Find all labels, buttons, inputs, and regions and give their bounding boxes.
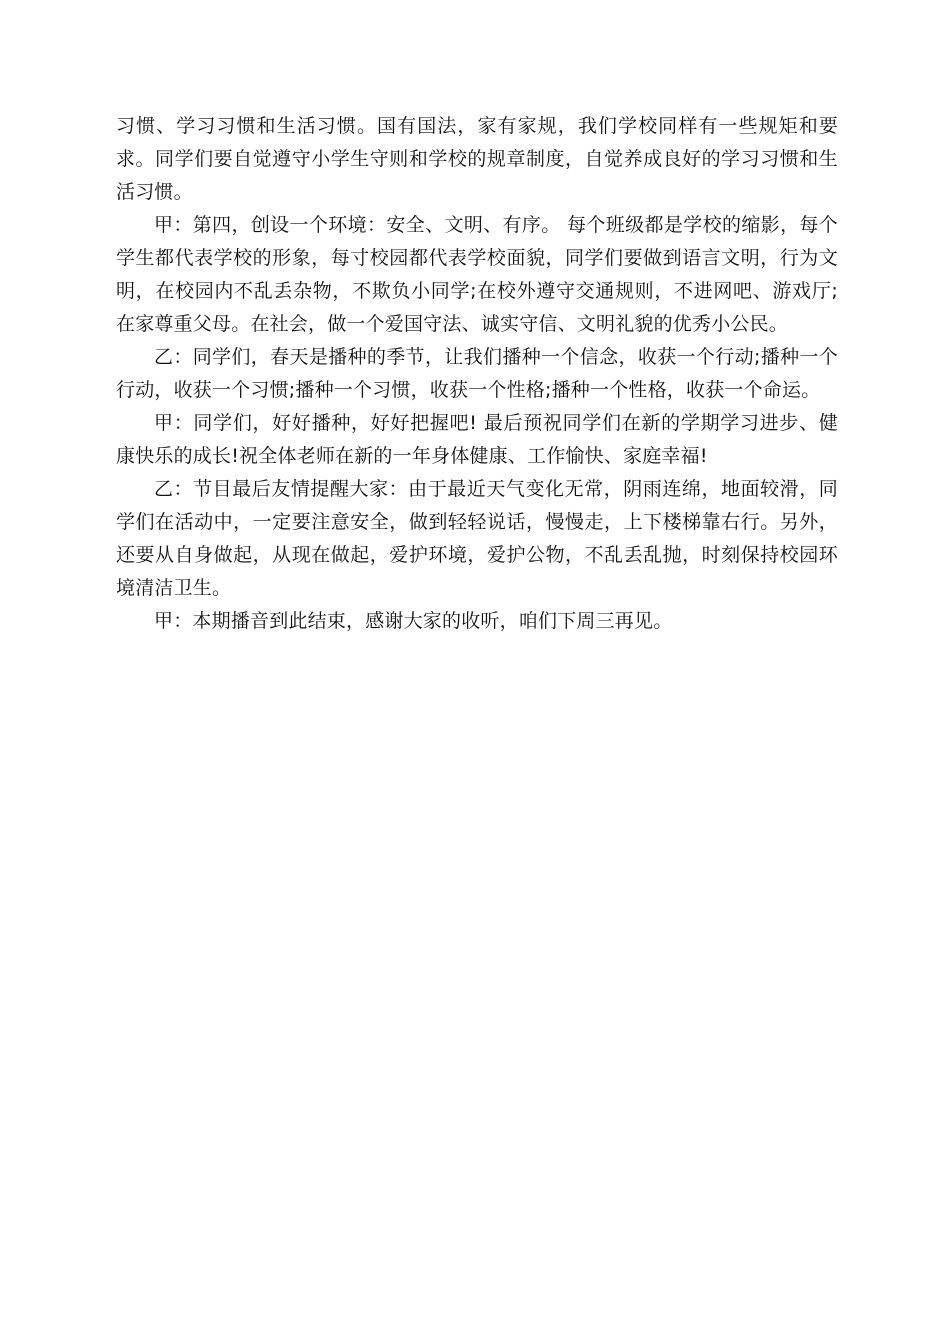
- paragraph-jia-fourth-environment: 甲：第四，创设一个环境：安全、文明、有序。 每个班级都是学校的缩影，每个学生都代表学校的形象，每寸校园都代表学校面貌，同学们要做到语言文明，行为文明，在校园内不乱丢杂物，不欺负小同学;在校外遵守交通规则，不进网吧、游戏厅;在家尊重父母。在社会，做一个爱国守法、诚实守信、文明礼貌的优秀小公民。: [116, 214, 838, 335]
- paragraph-jia-wishes: 甲：同学们，好好播种，好好把握吧! 最后预祝同学们在新的学期学习进步、健康快乐的成长!祝全体老师在新的一年身体健康、工作愉快、家庭幸福!: [116, 412, 838, 467]
- paragraph-yi-sowing: 乙：同学们，春天是播种的季节，让我们播种一个信念，收获一个行动;播种一个行动，收获一个习惯;播种一个习惯，收获一个性格;播种一个性格，收获一个命运。: [116, 346, 838, 401]
- paragraph-jia-closing: 甲：本期播音到此结束，感谢大家的收听，咱们下周三再见。: [154, 610, 673, 632]
- document-body: [116, 110, 838, 638]
- paragraph-continuation: 习惯、学习习惯和生活习惯。国有国法，家有家规，我们学校同样有一些规矩和要求。同学们要自觉遵守小学生守则和学校的规章制度，自觉养成良好的学习习惯和生活习惯。: [116, 115, 838, 203]
- paragraph-yi-reminder: 乙：节目最后友情提醒大家：由于最近天气变化无常，阴雨连绵，地面较滑，同学们在活动中，一定要注意安全，做到轻轻说话，慢慢走，上下楼梯靠右行。另外，还要从自身做起，从现在做起，爱护环境，爱护公物，不乱丢乱抛，时刻保持校园环境清洁卫生。: [116, 478, 838, 599]
